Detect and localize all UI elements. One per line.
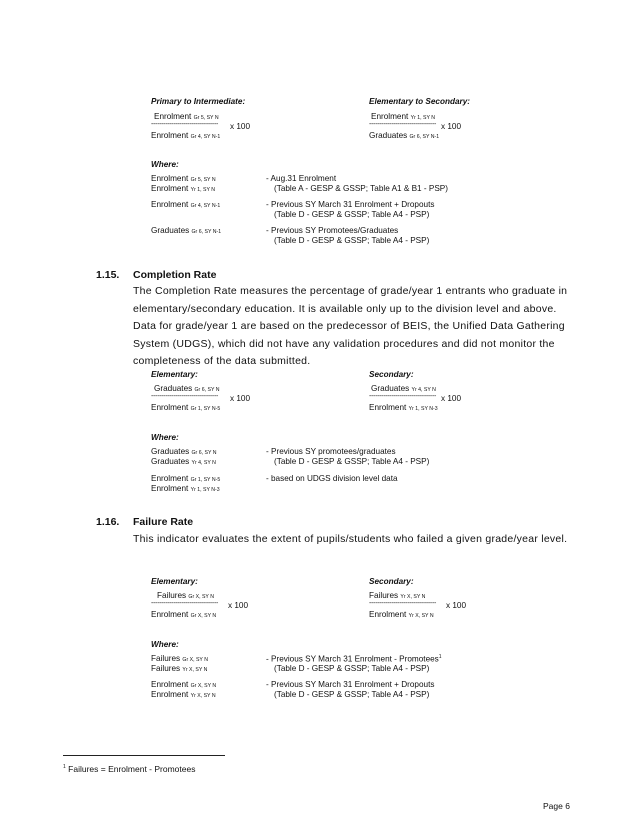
- formula-title-primary: Primary to Intermediate:: [151, 97, 246, 106]
- fraction-denominator: Enrolment Gr X, SY N: [151, 610, 217, 619]
- page-number: Page 6: [543, 801, 570, 811]
- fraction-numerator: Enrolment Gr 5, SY N: [154, 112, 219, 121]
- fraction-denominator: Enrolment Yr X, SY N: [369, 610, 434, 619]
- section-number: 1.15.: [96, 269, 120, 281]
- fraction-denominator: Enrolment Yr 1, SY N-3: [369, 403, 438, 412]
- section-paragraph: This indicator evaluates the extent of pupils/students who failed a given grade/year level.: [133, 533, 568, 545]
- variable: Graduates Gr 6, SY N: [151, 447, 217, 456]
- fraction-numerator: Failures Gr X, SY N: [157, 591, 214, 600]
- section-paragraph: The Completion Rate measures the percentage of grade/year 1 entrants who graduate in elementary/secondary education. It is available only up to the division level and above. Data for grade/year 1 are based on the predecessor of BEIS, the Unified Data Gathering System (UDGS), which did not have any validation procedures and did not monitor the completeness of the data submitted.: [133, 285, 568, 367]
- definition-source: (Table D - GESP & GSSP; Table A4 - PSP): [274, 457, 430, 466]
- formula-title-secondary: Secondary:: [369, 370, 414, 379]
- fraction-numerator: Graduates Gr 6, SY N: [154, 384, 220, 393]
- section-title: Failure Rate: [133, 516, 194, 528]
- fraction-numerator: Graduates Yr 4, SY N: [371, 384, 436, 393]
- fraction-bar: ---------------------------------: [151, 121, 219, 128]
- definition: - Previous SY Promotees/Graduates: [266, 226, 399, 235]
- formula-title-elementary: Elementary:: [151, 577, 198, 586]
- definition-source: (Table A - GESP & GSSP; Table A1 & B1 - PSP): [274, 184, 448, 193]
- multiplier: x 100: [228, 601, 249, 610]
- formula-title-elem-sec: Elementary to Secondary:: [369, 97, 471, 106]
- multiplier: x 100: [446, 601, 467, 610]
- definition: - Previous SY March 31 Enrolment + Dropouts: [266, 200, 435, 209]
- variable: Graduates Yr 4, SY N: [151, 457, 216, 466]
- footnote-separator: [63, 755, 225, 756]
- fraction-denominator: Enrolment Gr 1, SY N-5: [151, 403, 221, 412]
- definition-source: (Table D - GESP & GSSP; Table A4 - PSP): [274, 664, 430, 673]
- definition: - Previous SY March 31 Enrolment + Dropouts: [266, 680, 435, 689]
- section-title: Completion Rate: [133, 269, 217, 281]
- variable: Failures Yr X, SY N: [151, 664, 208, 673]
- definition-source: (Table D - GESP & GSSP; Table A4 - PSP): [274, 210, 430, 219]
- where-label: Where:: [151, 640, 179, 649]
- where-label: Where:: [151, 160, 179, 169]
- definition: - Aug.31 Enrolment: [266, 174, 337, 183]
- multiplier: x 100: [441, 122, 462, 131]
- multiplier: x 100: [230, 394, 251, 403]
- definition-source: (Table D - GESP & GSSP; Table A4 - PSP): [274, 236, 430, 245]
- variable: Graduates Gr 6, SY N-1: [151, 226, 222, 235]
- fraction-numerator: Failures Yr X, SY N: [369, 591, 426, 600]
- fraction-denominator: Enrolment Gr 4, SY N-1: [151, 131, 221, 140]
- footnote: $^1$ Failures = Enrolment - Promotees: [63, 764, 196, 774]
- fraction-bar: ---------------------------------: [369, 121, 437, 128]
- fraction-bar: ---------------------------------: [151, 393, 219, 400]
- definition-source: (Table D - GESP & GSSP; Table A4 - PSP): [274, 690, 430, 699]
- fraction-numerator: Enrolment Yr 1, SY N: [371, 112, 436, 121]
- fraction-bar: ---------------------------------: [369, 393, 437, 400]
- definition: - based on UDGS division level data: [266, 474, 398, 483]
- fraction-bar: ---------------------------------: [369, 600, 437, 607]
- definition: - Previous SY promotees/graduates: [266, 447, 396, 456]
- variable: Enrolment Gr 5, SY N: [151, 174, 216, 183]
- fraction-bar: ---------------------------------: [151, 600, 219, 607]
- multiplier: x 100: [441, 394, 462, 403]
- variable: Enrolment Yr 1, SY N-3: [151, 484, 220, 493]
- variable: Enrolment Gr X, SY N: [151, 680, 217, 689]
- footnote-ref[interactable]: 1: [438, 654, 442, 660]
- formula-title-secondary: Secondary:: [369, 577, 414, 586]
- definition: - Previous SY March 31 Enrolment - Promotees$^1$: [266, 654, 442, 664]
- variable: Enrolment Yr X, SY N: [151, 690, 216, 699]
- fraction-denominator: Graduates Gr 6, SY N-1: [369, 131, 440, 140]
- variable: Enrolment Yr 1, SY N: [151, 184, 216, 193]
- formula-title-elementary: Elementary:: [151, 370, 198, 379]
- variable: Enrolment Gr 4, SY N-1: [151, 200, 221, 209]
- variable: Enrolment Gr 1, SY N-5: [151, 474, 221, 483]
- multiplier: x 100: [230, 122, 251, 131]
- where-label: Where:: [151, 433, 179, 442]
- variable: Failures Gr X, SY N: [151, 654, 208, 663]
- section-number: 1.16.: [96, 516, 120, 528]
